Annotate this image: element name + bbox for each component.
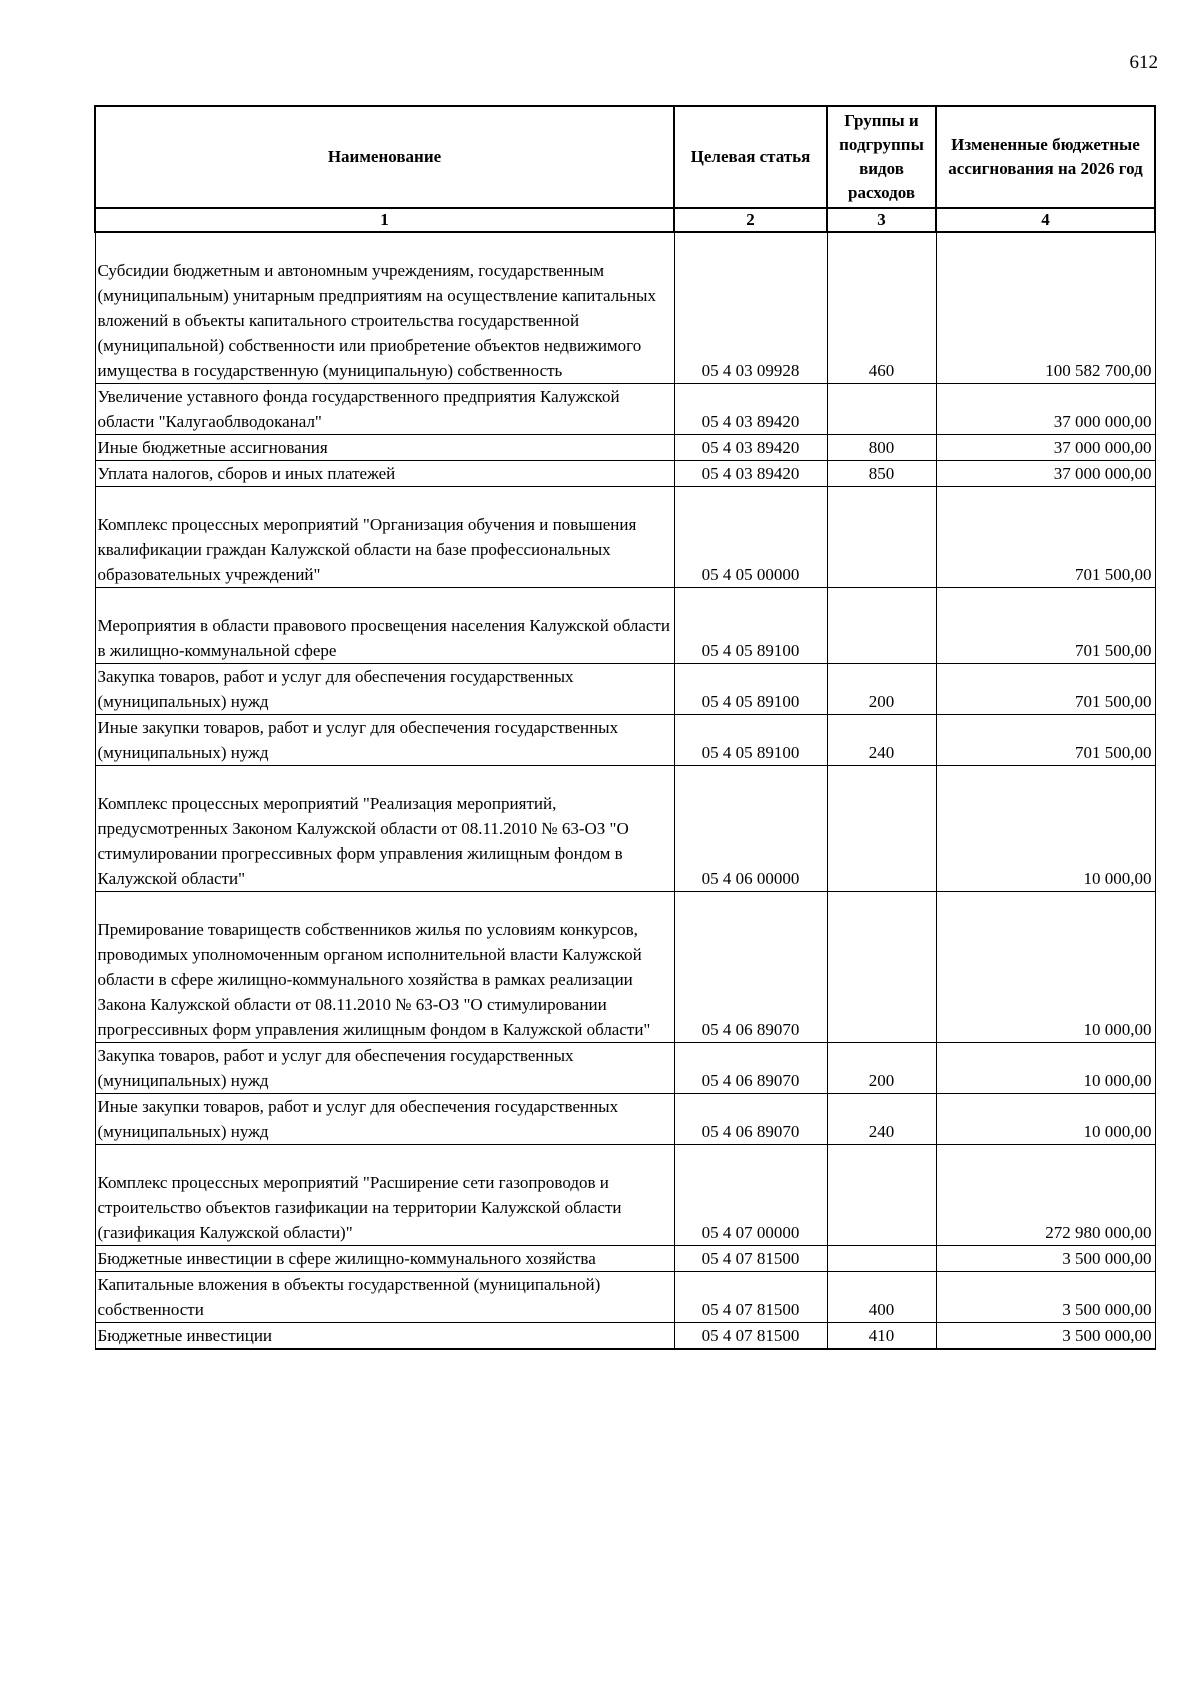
row-target-article: 05 4 03 89420 (674, 461, 827, 487)
table-row (95, 461, 1155, 487)
budget-table (94, 105, 1156, 1350)
row-name: Комплекс процессных мероприятий "Расширение сети газопроводов и строительство объектов газификации на территории Калужской области (газификация Калужской области)" (95, 1145, 674, 1246)
row-expense-group (827, 766, 936, 892)
column-number-row (95, 208, 1155, 232)
row-amount: 10 000,00 (936, 766, 1155, 892)
column-number: 4 (936, 208, 1155, 232)
row-target-article: 05 4 07 81500 (674, 1323, 827, 1350)
header-target-article: Целевая статья (674, 106, 827, 208)
row-name: Иные бюджетные ассигнования (95, 435, 674, 461)
table-row (95, 1246, 1155, 1272)
row-name: Уплата налогов, сборов и иных платежей (95, 461, 674, 487)
table-row (95, 435, 1155, 461)
header-row (95, 106, 1155, 208)
row-amount: 701 500,00 (936, 588, 1155, 664)
row-expense-group: 240 (827, 715, 936, 766)
row-name: Премирование товариществ собственников жилья по условиям конкурсов, проводимых уполномоченным органом исполнительной власти Калужской области в сфере жилищно-коммунального хозяйства в рамках реализации Закона Калужской области от 08.11.2010 № 63-ОЗ "О стимулировании прогрессивных форм управления жилищным фондом в Калужской области" (95, 892, 674, 1043)
table-row (95, 232, 1155, 384)
row-expense-group (827, 1145, 936, 1246)
row-expense-group: 800 (827, 435, 936, 461)
row-name: Бюджетные инвестиции (95, 1323, 674, 1350)
header-allocation: Измененные бюджетные ассигнования на 2026 год (936, 106, 1155, 208)
row-amount: 3 500 000,00 (936, 1272, 1155, 1323)
table-row (95, 1145, 1155, 1246)
column-number: 1 (95, 208, 674, 232)
row-target-article: 05 4 06 00000 (674, 766, 827, 892)
table-row (95, 1043, 1155, 1094)
row-target-article: 05 4 05 00000 (674, 487, 827, 588)
row-expense-group: 410 (827, 1323, 936, 1350)
row-name: Комплекс процессных мероприятий "Реализация мероприятий, предусмотренных Законом Калужской области от 08.11.2010 № 63-ОЗ "О стимулировании прогрессивных форм управления жилищным фондом в Калужской области" (95, 766, 674, 892)
row-name: Иные закупки товаров, работ и услуг для обеспечения государственных (муниципальных) нужд (95, 1094, 674, 1145)
row-name: Мероприятия в области правового просвещения населения Калужской области в жилищно-коммунальной сфере (95, 588, 674, 664)
row-target-article: 05 4 05 89100 (674, 588, 827, 664)
row-amount: 10 000,00 (936, 1043, 1155, 1094)
row-target-article: 05 4 06 89070 (674, 1094, 827, 1145)
table-row (95, 1272, 1155, 1323)
row-expense-group (827, 487, 936, 588)
row-target-article: 05 4 07 00000 (674, 1145, 827, 1246)
header-expense-group: Группы и подгруппы видов расходов (827, 106, 936, 208)
row-amount: 3 500 000,00 (936, 1246, 1155, 1272)
table-row (95, 1094, 1155, 1145)
row-name: Субсидии бюджетным и автономным учреждениям, государственным (муниципальным) унитарным предприятиям на осуществление капитальных вложений в объекты капитального строительства государственной (муниципальной) собственности или приобретение объектов недвижимого имущества в государственную (муниципальную) собственность (95, 232, 674, 384)
row-amount: 10 000,00 (936, 892, 1155, 1043)
row-name: Закупка товаров, работ и услуг для обеспечения государственных (муниципальных) нужд (95, 1043, 674, 1094)
table-row (95, 664, 1155, 715)
row-amount: 10 000,00 (936, 1094, 1155, 1145)
row-expense-group: 850 (827, 461, 936, 487)
row-expense-group: 460 (827, 232, 936, 384)
row-expense-group: 400 (827, 1272, 936, 1323)
row-amount: 100 582 700,00 (936, 232, 1155, 384)
row-expense-group (827, 1246, 936, 1272)
column-number: 2 (674, 208, 827, 232)
row-amount: 272 980 000,00 (936, 1145, 1155, 1246)
row-target-article: 05 4 05 89100 (674, 664, 827, 715)
row-target-article: 05 4 05 89100 (674, 715, 827, 766)
row-target-article: 05 4 07 81500 (674, 1272, 827, 1323)
table-row (95, 588, 1155, 664)
row-amount: 37 000 000,00 (936, 384, 1155, 435)
table-row (95, 1323, 1155, 1350)
table-row (95, 384, 1155, 435)
row-name: Бюджетные инвестиции в сфере жилищно-коммунального хозяйства (95, 1246, 674, 1272)
row-target-article: 05 4 03 89420 (674, 435, 827, 461)
row-amount: 37 000 000,00 (936, 461, 1155, 487)
row-target-article: 05 4 06 89070 (674, 892, 827, 1043)
row-name: Закупка товаров, работ и услуг для обеспечения государственных (муниципальных) нужд (95, 664, 674, 715)
row-name: Комплекс процессных мероприятий "Организация обучения и повышения квалификации граждан Калужской области на базе профессиональных образовательных учреждений" (95, 487, 674, 588)
row-expense-group: 240 (827, 1094, 936, 1145)
table-row (95, 892, 1155, 1043)
table-row (95, 487, 1155, 588)
row-amount: 37 000 000,00 (936, 435, 1155, 461)
row-expense-group: 200 (827, 664, 936, 715)
row-name: Капитальные вложения в объекты государственной (муниципальной) собственности (95, 1272, 674, 1323)
row-name: Увеличение уставного фонда государственного предприятия Калужской области "Калугаоблводоканал" (95, 384, 674, 435)
row-amount: 701 500,00 (936, 715, 1155, 766)
row-expense-group (827, 892, 936, 1043)
column-number: 3 (827, 208, 936, 232)
table-row (95, 766, 1155, 892)
row-target-article: 05 4 03 09928 (674, 232, 827, 384)
page-number: 612 (1129, 52, 1158, 73)
header-name: Наименование (95, 106, 674, 208)
table-row (95, 715, 1155, 766)
row-expense-group (827, 384, 936, 435)
row-expense-group: 200 (827, 1043, 936, 1094)
row-name: Иные закупки товаров, работ и услуг для обеспечения государственных (муниципальных) нужд (95, 715, 674, 766)
row-amount: 701 500,00 (936, 664, 1155, 715)
row-expense-group (827, 588, 936, 664)
row-target-article: 05 4 06 89070 (674, 1043, 827, 1094)
row-amount: 3 500 000,00 (936, 1323, 1155, 1350)
row-target-article: 05 4 07 81500 (674, 1246, 827, 1272)
row-amount: 701 500,00 (936, 487, 1155, 588)
row-target-article: 05 4 03 89420 (674, 384, 827, 435)
